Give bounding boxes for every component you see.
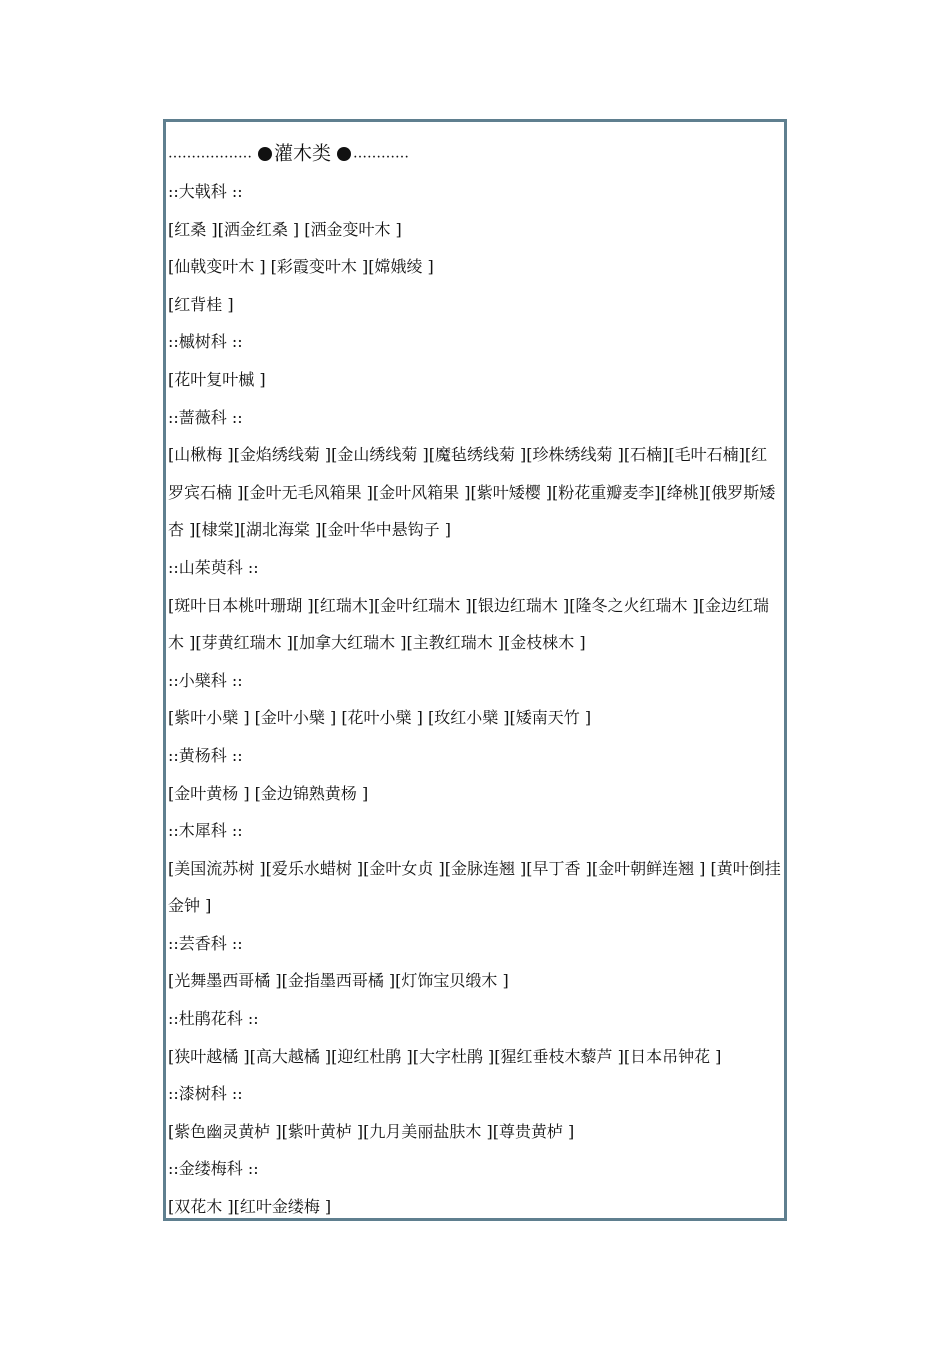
plant-list-hamamelidaceae: [双花木 ][红叶金缕梅 ]	[168, 1197, 332, 1217]
plant-list-berberidaceae: [紫叶小檗 ] [金叶小檗 ] [花叶小檗 ] [玫红小檗 ][矮南天竹 ]	[168, 708, 592, 728]
section-title	[168, 136, 782, 170]
plant-line: [仙戟变叶木 ] [彩霞变叶木 ][嫦娥绫 ]	[168, 257, 434, 277]
title-dots-left: ………………	[168, 145, 252, 162]
bullet-icon	[258, 147, 272, 161]
plant-list-anacardiaceae: [紫色幽灵黄栌 ][紫叶黄栌 ][九月美丽盐肤木 ][尊贵黄栌 ]	[168, 1121, 575, 1141]
bullet-icon	[337, 147, 351, 161]
plant-list-aceraceae: [花叶复叶槭 ]	[168, 369, 266, 389]
document-content	[168, 136, 782, 1226]
family-heading-rosaceae: ::蔷薇科 ::	[168, 407, 243, 427]
family-heading-oleaceae: ::木犀科 ::	[168, 821, 243, 841]
family-heading-rutaceae: ::芸香科 ::	[168, 933, 243, 953]
family-heading-aceraceae: ::槭树科 ::	[168, 332, 243, 352]
plant-list-euphorbiaceae	[168, 211, 782, 324]
document-frame	[163, 119, 787, 1221]
plant-line: [红背桂 ]	[168, 294, 234, 314]
title-dots-right: …………	[353, 145, 410, 162]
plant-list-rosaceae: [山楸梅 ][金焰绣线菊 ][金山绣线菊 ][魔毡绣线菊 ][珍株绣线菊 ][石楠][毛叶石楠][红罗宾石楠 ][金叶无毛风箱果 ][金叶风箱果 ][紫叶矮樱 ][粉花重瓣麦李][绛桃][俄罗斯矮杏 ][棣棠][湖北海棠 ][金叶华中悬钩子 ]	[168, 445, 776, 540]
family-heading-cornaceae: ::山茱萸科 ::	[168, 557, 259, 577]
plant-list-cornaceae: [斑叶日本桃叶珊瑚 ][红瑞木][金叶红瑞木 ][银边红瑞木 ][隆冬之火红瑞木 ][金边红瑞木 ][芽黄红瑞木 ][加拿大红瑞木 ][主教红瑞木 ][金枝梾木 ]	[168, 595, 770, 653]
title-text: 灌木类	[274, 142, 332, 165]
family-heading-ericaceae: ::杜鹃花科 ::	[168, 1009, 259, 1029]
plant-list-rutaceae: [光舞墨西哥橘 ][金指墨西哥橘 ][灯饰宝贝缎木 ]	[168, 971, 509, 991]
plant-list-ericaceae: [狭叶越橘 ][高大越橘 ][迎红杜鹃 ][大字杜鹃 ][猩红垂枝木藜芦 ][日本吊钟花 ]	[168, 1046, 722, 1066]
family-heading-hamamelidaceae: ::金缕梅科 ::	[168, 1159, 259, 1179]
family-heading-buxaceae: ::黄杨科 ::	[168, 745, 243, 765]
family-heading-anacardiaceae: ::漆树科 ::	[168, 1084, 243, 1104]
plant-line: [红桑 ][洒金红桑 ] [洒金变叶木 ]	[168, 219, 402, 239]
plant-list-buxaceae: [金叶黄杨 ] [金边锦熟黄杨 ]	[168, 783, 369, 803]
family-heading-berberidaceae: ::小檗科 ::	[168, 670, 243, 690]
plant-list-oleaceae: [美国流苏树 ][爱乐水蜡树 ][金叶女贞 ][金脉连翘 ][早丁香 ][金叶朝鲜连翘 ] [黄叶倒挂金钟 ]	[168, 858, 781, 916]
family-heading-euphorbiaceae: ::大戟科 ::	[168, 182, 243, 201]
